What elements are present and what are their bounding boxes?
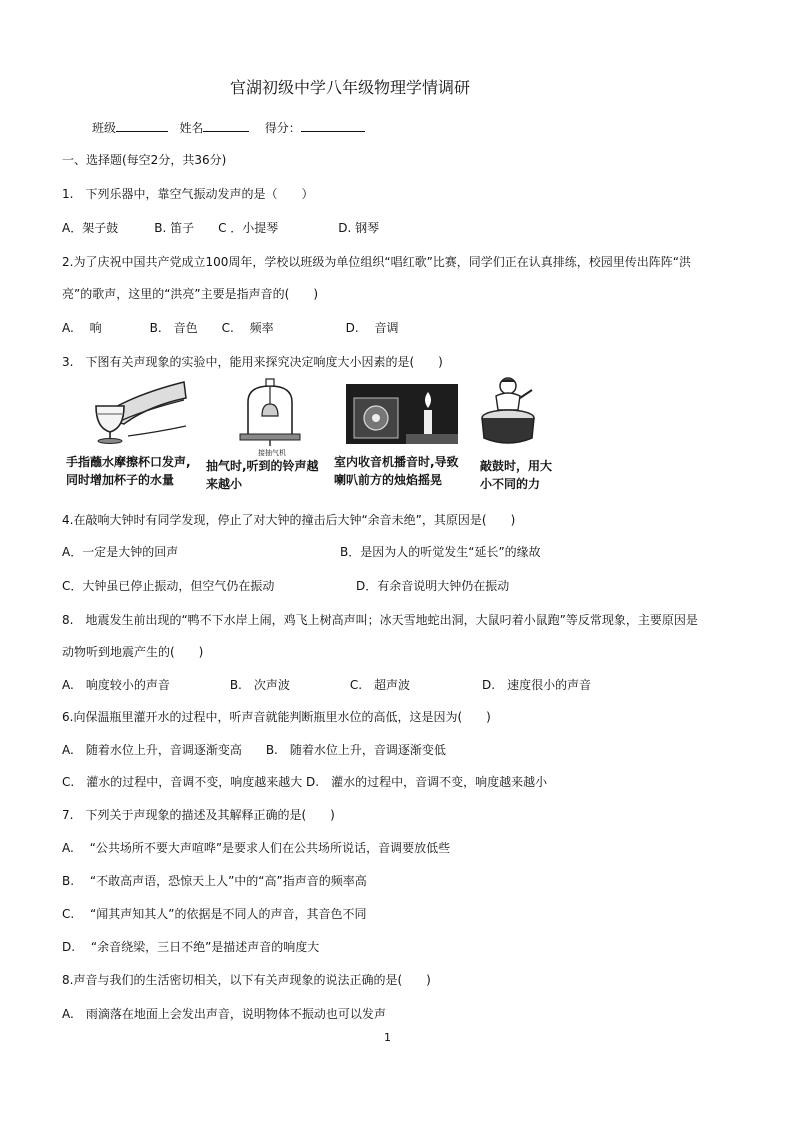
question-4-option-d: D．有余音说明大钟仍在振动 — [356, 579, 510, 593]
question-7-stem: 7. 下列关于声现象的描述及其解释正确的是( ) — [62, 808, 335, 822]
question-3-stem: 3. 下图有关声现象的实验中，能用来探究决定响度大小因素的是( ) — [62, 355, 443, 369]
question-4-option-c: C．大钟虽已停止振动，但空气仍在振动 — [62, 579, 275, 593]
question-8-stem: 8.声音与我们的生活密切相关，以下有关声现象的说法正确的是( ) — [62, 973, 431, 987]
question-2-stem-line1: 2.为了庆祝中国共产党成立100周年，学校以班级为单位组织“唱红歌”比赛，同学们正在认真排练，校园里传出阵阵“洪 — [62, 255, 692, 269]
score-label: 得分： — [264, 121, 301, 135]
question-7-option-c: C. “闻其声知其人”的依据是不同人的声音，其音色不同 — [62, 907, 367, 921]
question-2-options: A. 响 B. 音色 C. 频率 D. 音调 — [62, 321, 399, 335]
question-7-option-d: D. “余音绕梁，三日不绝”是描述声音的响度大 — [62, 940, 320, 954]
name-field[interactable] — [203, 119, 249, 132]
question-5-stem-line1: 8. 地震发生前出现的“鸭不下水岸上闹，鸡飞上树高声叫；冰天雪地蛇出洞，大鼠叼着小鼠跑”等反常现象，主要原因是 — [62, 613, 698, 627]
question-1-stem: 1. 下列乐器中，靠空气振动发声的是（ ） — [62, 187, 314, 201]
figure-1-caption: 手指蘸水摩擦杯口发声, 同时增加杯子的水量 — [66, 455, 191, 487]
wine-glass-illustration — [88, 376, 188, 444]
figure-3-caption: 室内收音机播音时,导致 喇叭前方的烛焰摇晃 — [334, 455, 459, 487]
question-6-options-ab: A. 随着水位上升，音调逐渐变高 B. 随着水位上升，音调逐渐变低 — [62, 743, 446, 757]
student-info-line — [92, 119, 365, 136]
question-2-stem-line2: 亮”的歌声，这里的“洪亮”主要是指声音的( ) — [62, 287, 319, 301]
page-number: 1 — [384, 1031, 391, 1044]
question-4-option-a: A．一定是大钟的回声 — [62, 545, 179, 559]
figure-4-caption: 敲鼓时，用大 小不同的力 — [480, 459, 553, 491]
name-label: 姓名 — [179, 121, 204, 135]
question-4-option-b: B．是因为人的听觉发生“延长”的缘故 — [340, 545, 541, 559]
pump-label: 接抽气机 — [258, 449, 286, 457]
class-field[interactable] — [116, 119, 168, 132]
score-field[interactable] — [301, 119, 365, 132]
bell-jar-illustration — [232, 376, 308, 446]
question-8-option-a: A. 雨滴落在地面上会发出声音，说明物体不振动也可以发声 — [62, 1007, 386, 1021]
question-7-option-b: B. “不敢高声语，恐惊天上人”中的“高”指声音的频率高 — [62, 874, 367, 888]
page-title: 官湖初级中学八年级物理学情调研 — [229, 78, 470, 97]
class-label: 班级 — [92, 121, 117, 135]
question-1-options: A．架子鼓 B. 笛子 C ．小提琴 D. 钢琴 — [62, 221, 380, 235]
radio-candle-illustration — [346, 384, 458, 444]
question-5-stem-line2: 动物听到地震产生的( ) — [62, 645, 204, 659]
drum-illustration — [474, 376, 544, 448]
question-5-options: A. 响度较小的声音 B. 次声波 C. 超声波 D. 速度很小的声音 — [62, 678, 592, 692]
question-4-stem: 4.在敲响大钟时有同学发现，停止了对大钟的撞击后大钟“余音未绝”，其原因是( ) — [62, 513, 516, 527]
question-6-stem: 6.向保温瓶里灌开水的过程中，听声音就能判断瓶里水位的高低，这是因为( ) — [62, 710, 491, 724]
question-7-option-a: A. “公共场所不要大声喧哗”是要求人们在公共场所说话，音调要放低些 — [62, 841, 451, 855]
section-heading: 一、选择题(每空2分，共36分) — [62, 153, 227, 167]
figure-2-caption: 抽气时,听到的铃声越 来越小 — [206, 459, 319, 491]
question-6-options-cd: C. 灌水的过程中，音调不变，响度越来越大 D. 灌水的过程中，音调不变，响度越来越小 — [62, 775, 548, 789]
